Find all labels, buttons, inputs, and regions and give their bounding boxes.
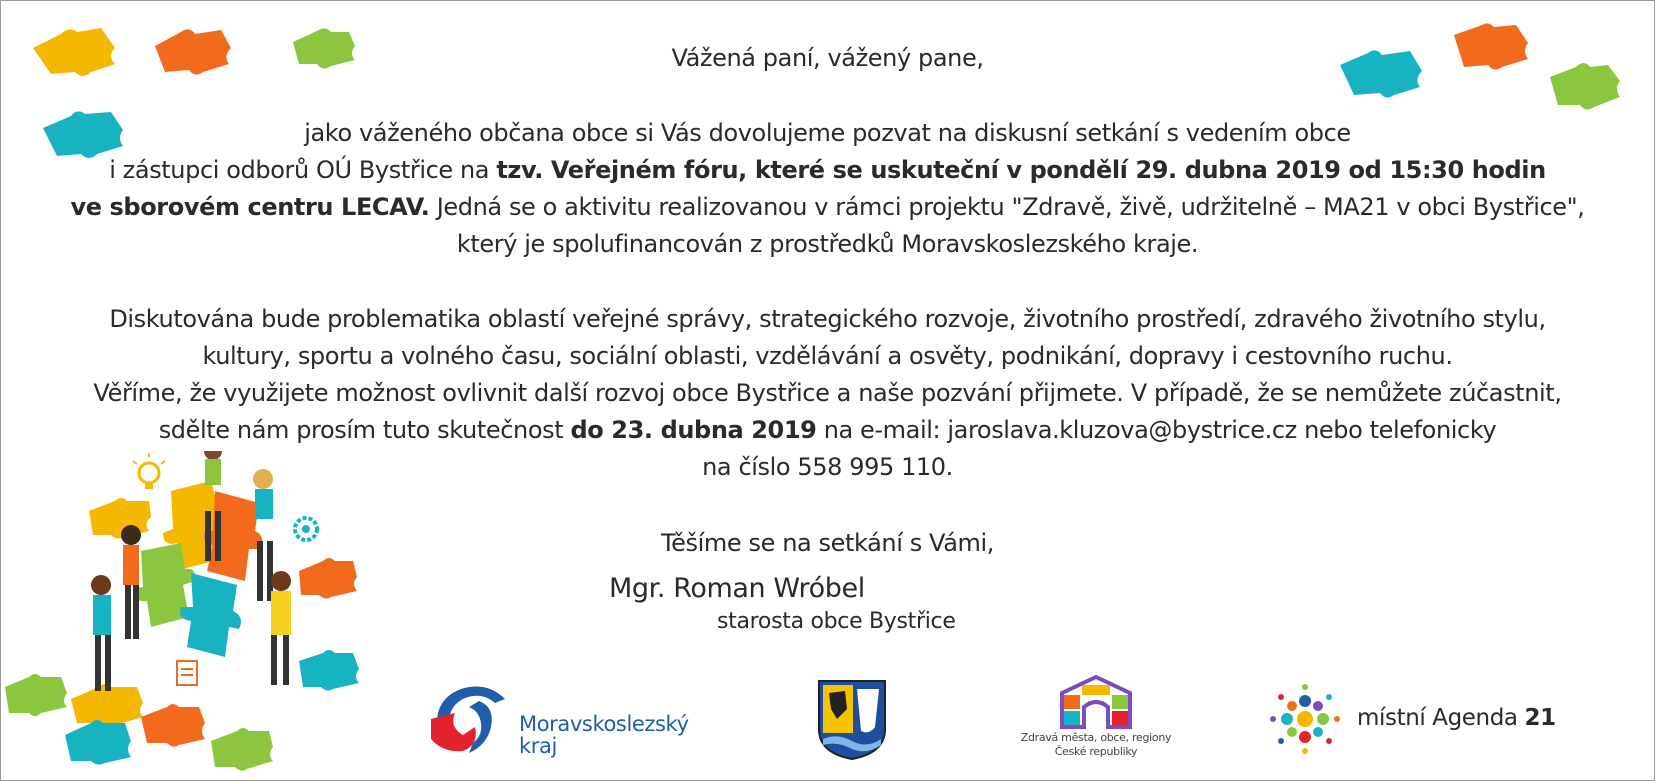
ma21-number: 21 <box>1524 705 1556 731</box>
closing-line: Těšíme se na setkání s Vámi, <box>661 529 994 557</box>
intro-line-3 <box>1 192 1654 222</box>
topics-line-1: Diskutována bude problematika oblastí veřejné správy, strategického rozvoje, životního prostředí, zdravého životního stylu, <box>109 305 1546 333</box>
moravskoslezsky-kraj-logo <box>429 679 689 759</box>
puzzle-piece-icon <box>211 728 273 771</box>
ma21-dots-icon <box>1265 679 1345 759</box>
puzzle-piece-icon <box>299 558 357 599</box>
intro-line-4: který je spolufinancován z prostředků Moravskoslezského kraje. <box>456 230 1199 258</box>
deadline-highlight: do 23. dubna 2019 <box>570 416 817 444</box>
topics-line-4 <box>1 415 1654 445</box>
zdm-line-2: České republiky <box>1054 745 1138 758</box>
ma21-label <box>1357 705 1556 731</box>
signature-name: Mgr. Roman Wróbel <box>609 573 865 604</box>
bystrice-coat-of-arms <box>817 679 887 761</box>
people-puzzle-illustration <box>1 451 371 781</box>
topics-line-2: kultury, sportu a volného času, sociální oblasti, vzdělávání a osvěty, podnikání, dopravy i cestovního ruchu. <box>202 342 1453 370</box>
event-date-highlight: tzv. Veřejném fóru, které se uskuteční v pondělí 29. dubna 2019 od 15:30 hodin <box>496 156 1546 184</box>
topics-line-4-text: sdělte nám prosím tuto skutečnost <box>158 416 571 444</box>
greeting: Vážená paní, vážený pane, <box>671 44 984 72</box>
person-figure <box>271 571 291 685</box>
venue-highlight: ve sborovém centru LECAV. <box>70 193 430 221</box>
ma21-text: místní Agenda <box>1357 705 1525 731</box>
zdrava-mesta-text <box>1011 731 1181 759</box>
lightbulb-icon <box>133 453 165 489</box>
zdrava-mesta-logo <box>1011 675 1181 775</box>
topics-line-3: Věříme, že využijete možnost ovlivnit další rozvoj obce Bystřice a naše pozvání přijmete. V případě, že se nemůžete zúčastnit, <box>93 379 1562 407</box>
intro-line-2 <box>1 155 1654 185</box>
topics-line-4-contact: na e-mail: jaroslava.kluzova@bystrice.cz nebo telefonicky <box>816 416 1497 444</box>
person-figure <box>91 575 111 691</box>
msk-logo-line-1: Moravskoslezský <box>519 712 689 736</box>
msk-logo-text <box>519 713 689 757</box>
puzzle-piece-icon <box>5 674 67 716</box>
document-icon <box>177 661 197 685</box>
zdm-line-1: Zdravá města, obce, regiony <box>1020 731 1172 744</box>
intro-line-3-text: Jedná se o aktivitu realizovanou v rámci projektu "Zdravě, živě, udržitelně – MA21 v obci Bystřice", <box>429 193 1585 221</box>
msk-logo-line-2: kraj <box>519 734 557 758</box>
person-figure <box>121 525 141 639</box>
puzzle-piece-icon <box>65 720 131 765</box>
intro-line-1: jako váženého občana obce si Vás dovolujeme pozvat na diskusní setkání s vedením obce <box>304 119 1351 147</box>
gear-icon <box>295 518 317 540</box>
puzzle-piece-icon <box>299 650 359 691</box>
puzzle-piece-icon <box>141 704 205 747</box>
topics-line-5: na číslo 558 995 110. <box>702 453 953 481</box>
msk-emblem-icon <box>429 679 515 759</box>
intro-line-2-text: i zástupci odborů OÚ Bystřice na <box>109 156 497 184</box>
signature-role: starosta obce Bystřice <box>717 609 956 634</box>
mistni-agenda-21-logo <box>1265 679 1565 759</box>
puzzle-piece-icon <box>89 498 151 539</box>
zdrava-mesta-emblem-icon <box>1058 675 1134 729</box>
